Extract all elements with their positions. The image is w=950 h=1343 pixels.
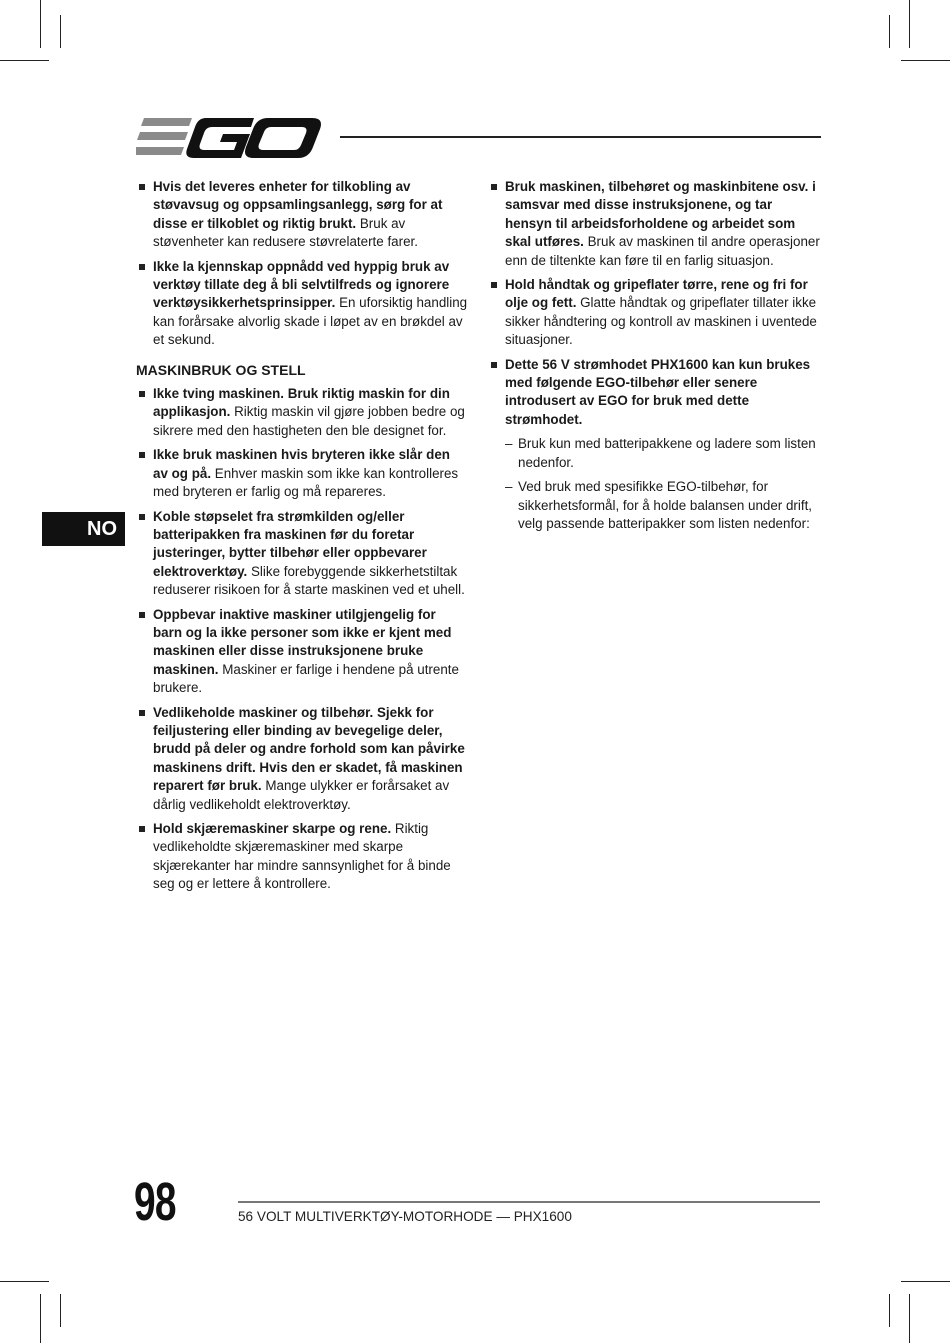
- list-item: [488, 276, 820, 350]
- list-item: [136, 606, 468, 698]
- sub-item-text: Bruk kun med batteripakkene og ladere som listen nedenfor.: [518, 436, 816, 470]
- sub-list-item: [488, 478, 820, 533]
- item-bold: Hold håndtak og gripeflater tørre, rene og fri for olje og fett.: [505, 277, 808, 311]
- crop-mark: [909, 0, 910, 48]
- item-bold: Koble støpselet fra strømkilden og/eller batteripakken fra maskinen før du foretar justeringer, bytter tilbehør eller oppbevarer elektroverktøy.: [153, 508, 427, 579]
- item-text: Riktig maskin vil gjøre jobben bedre og sikrere med den hastigheten den ble designet for.: [153, 404, 465, 438]
- dash-marker: –: [505, 436, 513, 452]
- crop-mark: [901, 60, 950, 61]
- item-text: En uforsiktig handling kan forårsake alvorlig skade i løpet av en brøkdel av et sekund.: [153, 295, 468, 348]
- crop-mark: [909, 1294, 910, 1343]
- footer-rule: [238, 1201, 820, 1203]
- crop-mark: [60, 15, 61, 48]
- item-bold: Ikke bruk maskinen hvis bryteren ikke slår den av og på.: [153, 447, 450, 481]
- item-bold: Hvis det leveres enheter for tilkobling av støvavsug og oppsamlingsanlegg, sørg for at disse er tilkoblet og riktig brukt.: [153, 179, 443, 231]
- list-item: [136, 820, 468, 894]
- item-text: Bruk av maskinen til andre operasjoner enn de tiltenkte kan føre til en farlig situasjon.: [505, 234, 820, 268]
- item-text: Bruk av støvenheter kan redusere støvrelaterte farer.: [153, 215, 418, 250]
- right-column: [488, 178, 820, 539]
- list-item: [136, 704, 468, 814]
- item-text: Enhver maskin som ikke kan kontrolleres med bryteren er farlig og må repareres.: [153, 465, 459, 500]
- crop-mark: [0, 60, 49, 61]
- list-item: [136, 178, 468, 252]
- left-column: [136, 178, 468, 900]
- crop-mark: [40, 1294, 41, 1343]
- list-item: [136, 508, 468, 600]
- item-text: Riktig vedlikeholdte skjæremaskiner med skarpe skjærekanter har mindre sannsynlighet for å binde seg og er lettere å kontrollere.: [153, 821, 451, 892]
- item-bold: Bruk maskinen, tilbehøret og maskinbitene osv. i samsvar med disse instruksjonene, og tar hensyn til arbeidsforholdene og arbeidet som skal utføres.: [505, 179, 816, 250]
- crop-mark: [0, 1281, 49, 1282]
- item-bold: Ikke tving maskinen. Bruk riktig maskin for din applikasjon.: [153, 386, 450, 420]
- list-item: [488, 178, 820, 270]
- sub-item-text: Ved bruk med spesifikke EGO-tilbehør, for sikkerhetsformål, for å holde balansen under drift, velg passende batteripakker som listen nedenfor:: [518, 479, 813, 531]
- crop-mark: [40, 0, 41, 48]
- header-rule: [340, 136, 821, 138]
- footer-title: 56 VOLT MULTIVERKTØY-MOTORHODE — PHX1600: [238, 1209, 572, 1224]
- item-text: Maskiner er farlige i hendene på utrente brukere.: [153, 661, 459, 696]
- sub-list-item: [488, 435, 820, 472]
- crop-mark: [901, 1281, 950, 1282]
- list-item: [136, 446, 468, 501]
- item-text: Slike forebyggende sikkerhetstiltak reduserer risikoen for å starte maskinen ved et uhell.: [153, 563, 465, 598]
- item-bold: Ikke la kjennskap oppnådd ved hyppig bruk av verktøy tillate deg å bli selvtilfreds og ignorere verktøysikkerhetsprinsipper.: [153, 258, 450, 311]
- item-text: Mange ulykker er forårsaket av dårlig vedlikeholdt elektroverktøy.: [153, 778, 450, 812]
- crop-mark: [889, 15, 890, 48]
- list-item: [136, 258, 468, 350]
- ego-logo: [136, 116, 322, 160]
- crop-mark: [60, 1294, 61, 1327]
- item-bold: Dette 56 V strømhodet PHX1600 kan kun brukes med følgende EGO-tilbehør eller senere introdusert av EGO for bruk med dette strømhodet.: [505, 356, 811, 427]
- page-number: 98: [134, 1172, 176, 1232]
- section-heading: MASKINBRUK OG STELL: [136, 361, 306, 378]
- item-bold: Vedlikeholde maskiner og tilbehør. Sjekk for feiljustering eller binding av bevegelige deler, brudd på deler og andre forhold som kan påvirke maskinens drift. Hvis den er skadet, få maskinen reparert før bruk.: [153, 704, 465, 794]
- item-text: Glatte håndtak og gripeflater tillater ikke sikker håndtering og kontroll av maskinen i uventede situasjoner.: [505, 295, 817, 348]
- language-tab: NO: [42, 512, 125, 546]
- item-bold: Oppbevar inaktive maskiner utilgjengelig for barn og la ikke personer som ikke er kjent med maskinen eller disse instruksjonene bruke maskinen.: [153, 606, 452, 677]
- item-bold: Hold skjæremaskiner skarpe og rene.: [153, 821, 392, 836]
- crop-mark: [889, 1294, 890, 1327]
- dash-marker: –: [505, 479, 513, 495]
- list-item: [136, 385, 468, 440]
- list-item: [488, 356, 820, 430]
